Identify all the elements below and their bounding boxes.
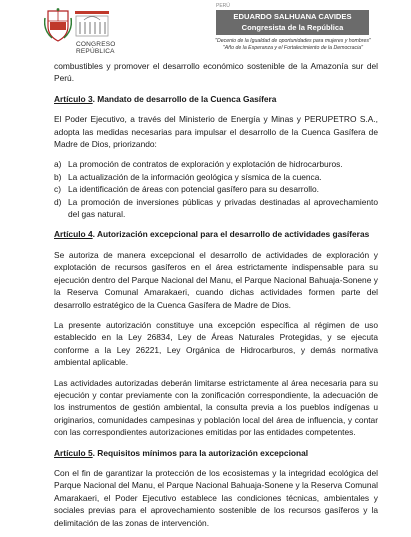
logo-tag: PERÚ <box>216 3 230 9</box>
article-4-paragraph-2: La presente autorización constituye una excepción específica al régimen de uso establecido en la Ley 26834, Ley de Áreas Naturales Protegidas, y se ejecuta conforme a la Ley 26221, Ley Orgánica de Hidrocarburos, y demás normativa ambiental aplicable. <box>54 319 378 368</box>
logo-text-congreso: CONGRESO <box>76 41 116 48</box>
article-4-title: . Autorización excepcional para el desarrollo de actividades gasíferas <box>92 229 370 240</box>
article-4-paragraph-3: Las actividades autorizadas deberán limitarse estrictamente al área necesaria para su ejecución y contar previamente con la zonificación correspondiente, la adecuación de los instrumentos de gestión ambiental, la consulta previa a los pueblos indígenas u originarios, comunidades campesinas y población local del área de influencia, y contar con las correspondientes autorizaciones emitidas por las entidades competentes. <box>54 377 378 438</box>
congressman-role: Congresista de la República <box>241 23 344 32</box>
article-5-title: . Requisitos mínimos para la autorización excepcional <box>92 447 309 458</box>
article-5-number: Artículo 5 <box>54 447 93 458</box>
article-5-heading <box>54 447 378 459</box>
article-3-paragraph: El Poder Ejecutivo, a través del Ministerio de Energía y Minas y PERUPETRO S.A., adopta las medidas necesarias para impulsar el desarrollo de la Cuenca Gasífera de Madre de Dios, priorizando: <box>54 114 378 150</box>
official-motto <box>206 38 380 52</box>
motto-line-1: "Decenio de la Igualdad de oportunidades para mujeres y hombres" <box>215 38 371 44</box>
congress-building-icon <box>74 10 110 40</box>
congressman-name: EDUARDO SALHUANA CAVIDES <box>233 12 352 21</box>
article-4-number: Artículo 4 <box>54 229 93 240</box>
list-item: a) La promoción de contratos de exploración y explotación de hidrocarburos. <box>54 159 343 170</box>
congressman-banner <box>216 10 369 35</box>
paragraph-continuation: combustibles y promover el desarrollo económico sostenible de la Amazonía sur del Perú. <box>54 61 378 84</box>
congress-logo <box>44 8 116 55</box>
article-3-heading <box>54 93 378 105</box>
list-item: b) La actualización de la información geológica y sísmica de la cuenca. <box>54 171 322 182</box>
page-header <box>0 0 411 62</box>
article-4-paragraph-1: Se autoriza de manera excepcional el desarrollo de actividades de exploración y explotación de recursos gasíferos en el área estrictamente indispensable para su ejecución dentro del Parque Nacional del Manu, el Parque Nacional Bahuaja-Sonene y la Reserva Comunal Amarakaeri, cuando dichas actividades formen parte del desarrollo estratégico de la Cuenca Gasífera de Madre de Dios. <box>54 249 378 310</box>
article-5-paragraph: Con el fin de garantizar la protección de los ecosistemas y la integridad ecológica del Parque Nacional del Manu, el Parque Nacional Bahuaja-Sonene y la Reserva Comunal Amarakaeri, el Poder Ejecutivo establece las condiciones técnicas, ambientales y sociales previas para el aprovechamiento sostenible de los recursos gasíferos y la delimitación de las zonas de intervención. <box>54 467 378 528</box>
article-3-number: Artículo 3 <box>54 93 93 104</box>
national-shield-icon <box>44 8 72 42</box>
list-item: c) La identificación de áreas con potencial gasífero para su desarrollo. <box>54 184 319 195</box>
document-body <box>54 60 378 529</box>
article-3-list <box>54 158 378 220</box>
article-3-title: . Mandato de desarrollo de la Cuenca Gasífera <box>92 93 277 104</box>
logo-text-republica: REPÚBLICA <box>76 48 115 55</box>
motto-line-2: "Año de la Esperanza y el Fortalecimiento de la Democracia" <box>222 45 364 51</box>
article-4-heading <box>54 228 378 240</box>
list-item: d) La promoción de inversiones públicas y privadas destinadas al aprovechamiento del gas natural. <box>54 196 378 220</box>
